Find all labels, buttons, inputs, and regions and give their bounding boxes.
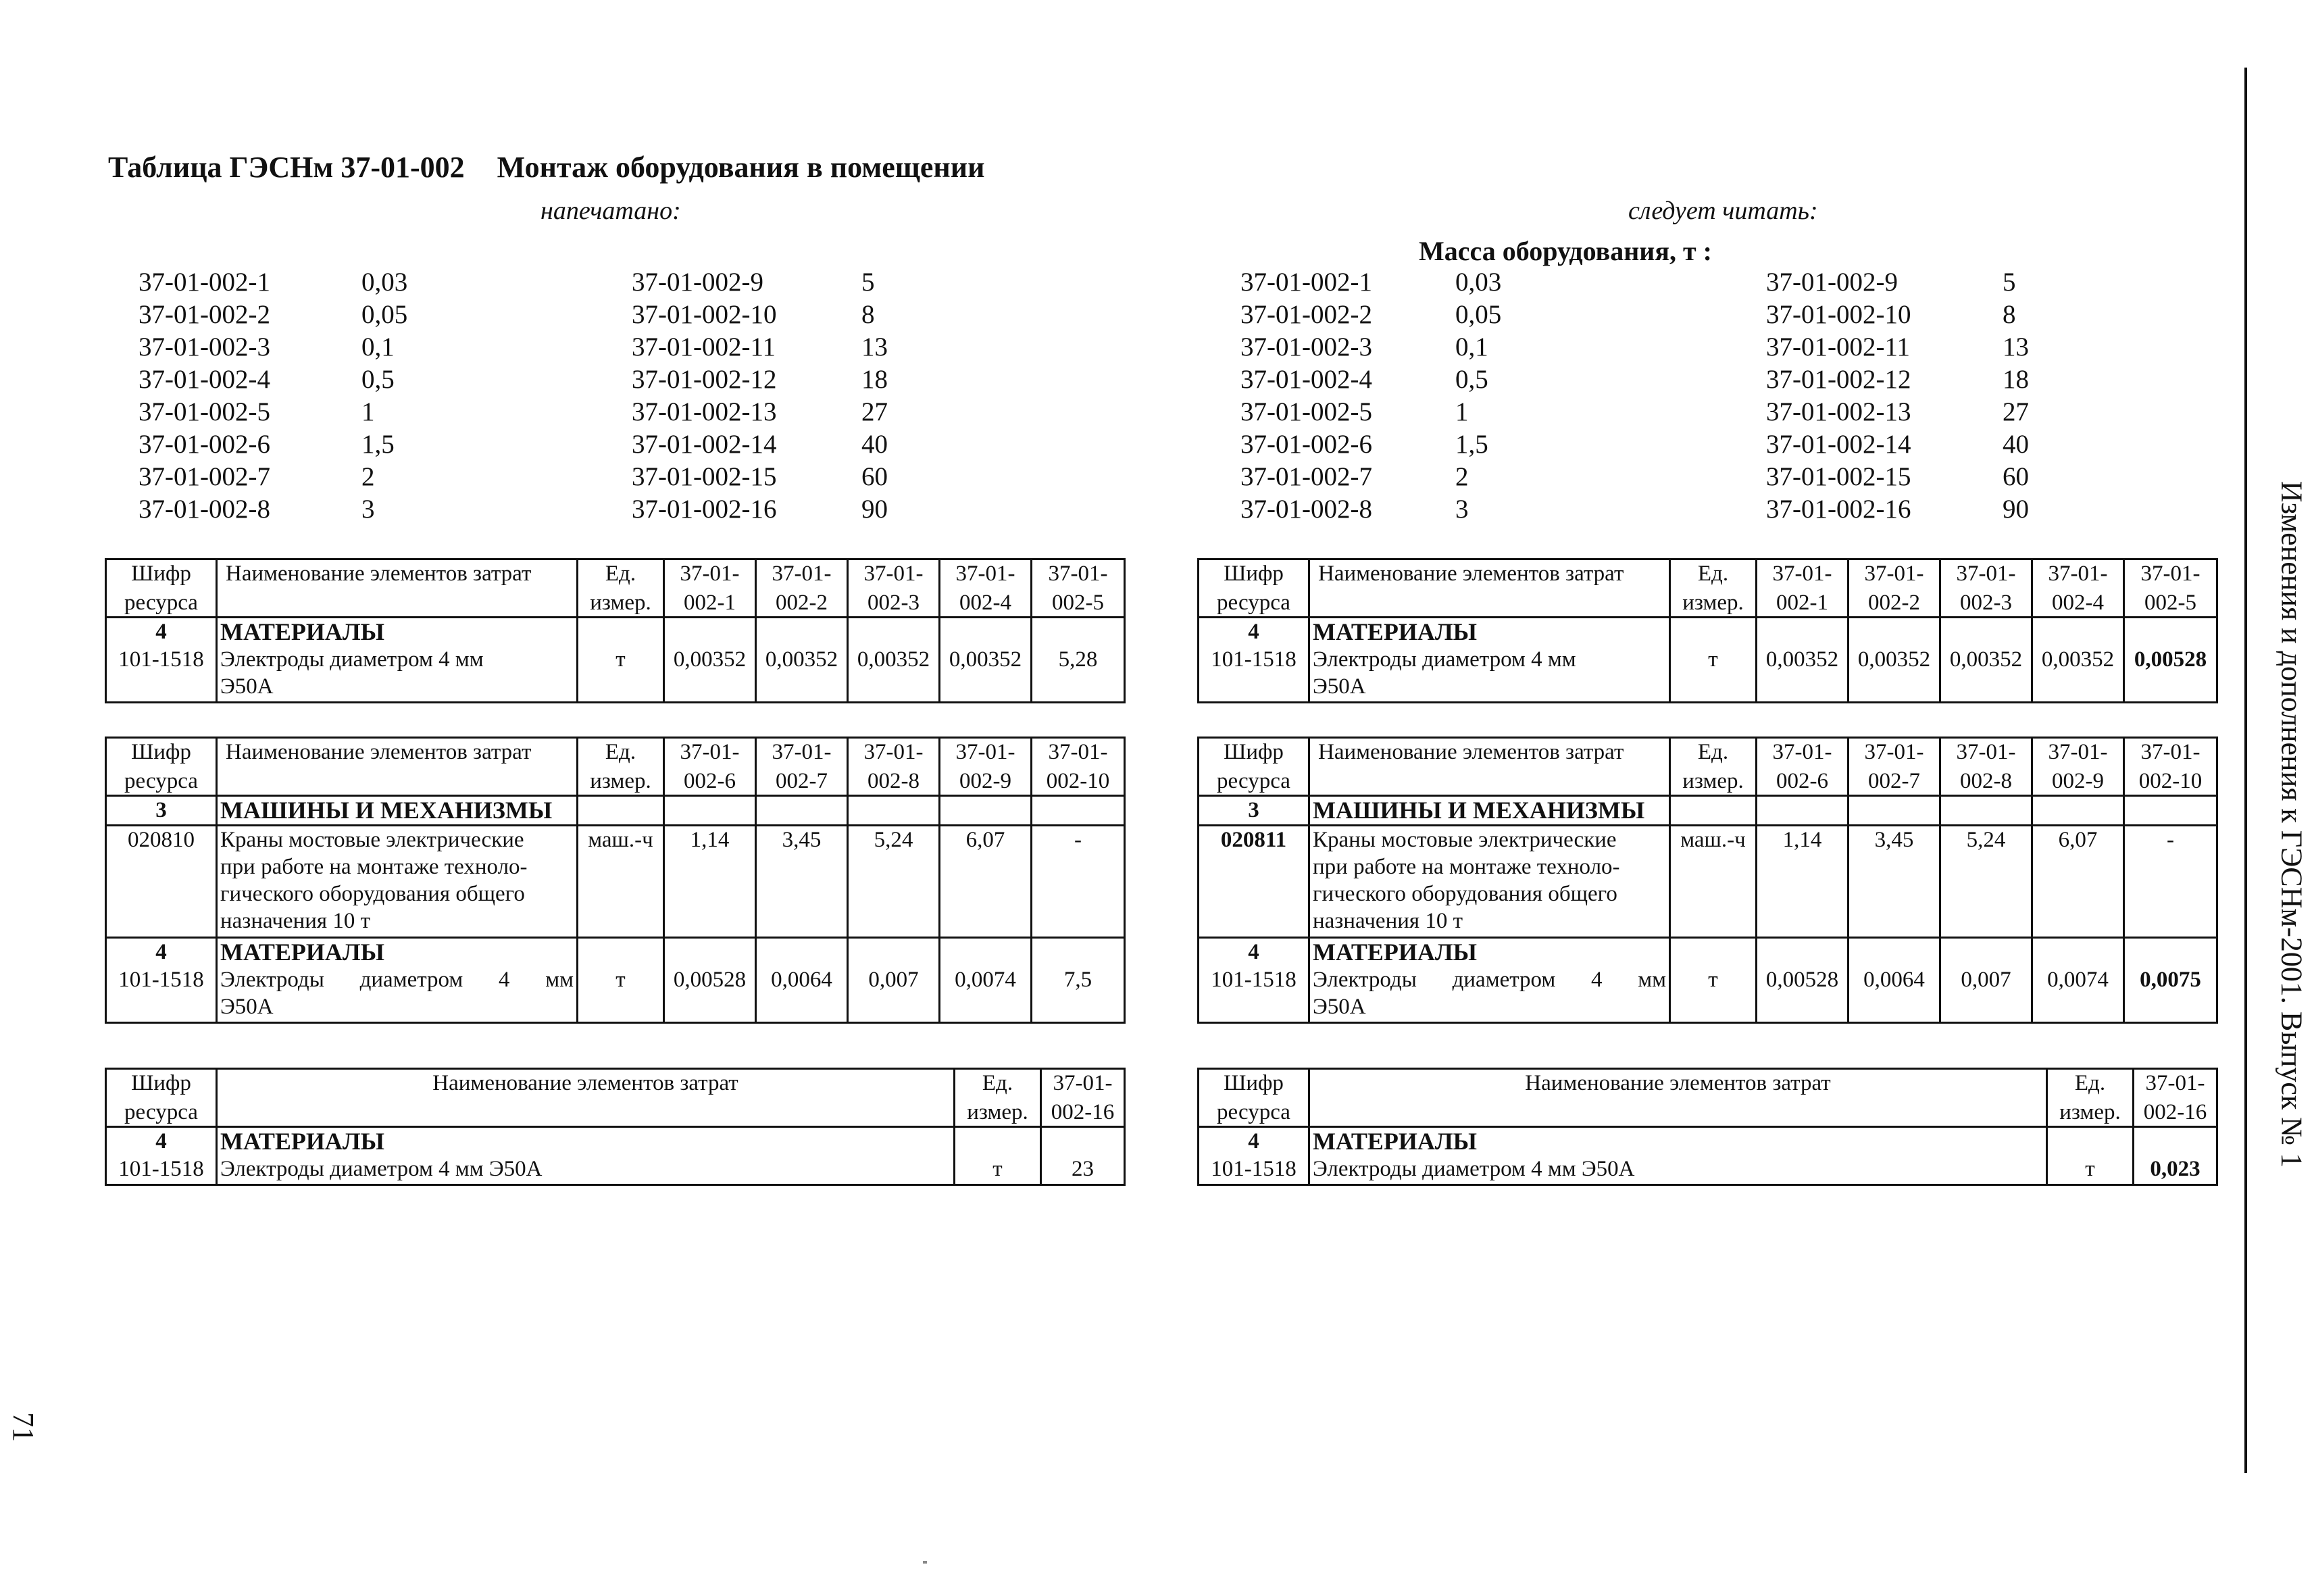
estimate-code: 37-01-002-14	[1766, 430, 1911, 459]
section-name: МАТЕРИАЛЫ	[217, 938, 578, 966]
col-header-2: 002-4	[940, 589, 1032, 618]
mass-value: 1	[1455, 397, 1469, 426]
value-cell: 1,14	[664, 826, 756, 938]
mass-value: 2	[1455, 462, 1469, 491]
col-unit-header: Ед.	[1670, 738, 1757, 768]
mass-title: Масса оборудования, т :	[1419, 236, 1712, 266]
corrected-table-3	[1197, 1068, 2218, 1186]
col-header: 37-01-	[2134, 1069, 2217, 1099]
estimate-code: 37-01-002-6	[139, 430, 270, 459]
col-header-2: 002-8	[848, 768, 940, 796]
col-header: 37-01-	[1848, 559, 1940, 589]
page-number: 71	[7, 1412, 40, 1442]
value-cell: 0,0074	[940, 966, 1032, 1023]
estimate-code: 37-01-002-2	[1240, 300, 1372, 329]
col-header-2: 002-8	[1940, 768, 2032, 796]
resource-name: Электроды диаметром 4 мм Э50А	[217, 1155, 955, 1185]
value-cell: -	[2124, 826, 2217, 938]
estimate-code: 37-01-002-1	[1240, 268, 1372, 297]
col-header-2: 002-2	[756, 589, 848, 618]
section-number: 4	[1199, 1127, 1309, 1155]
col-unit-header: Ед.	[1670, 559, 1757, 589]
estimate-code: 37-01-002-5	[139, 397, 270, 426]
resource-name: Электроды диаметром 4 мм Э50А	[1309, 646, 1670, 703]
col-header-2: 002-9	[2032, 768, 2124, 796]
resource-name: Электроды диаметром 4 мм Э50А	[1309, 966, 1670, 1023]
section-name: МАТЕРИАЛЫ	[1309, 938, 1670, 966]
col-unit-header-2: измер.	[1670, 589, 1757, 618]
mass-value: 8	[861, 300, 875, 329]
col-header: 37-01-	[1848, 738, 1940, 768]
estimate-code: 37-01-002-4	[139, 365, 270, 394]
estimate-code: 37-01-002-9	[632, 268, 763, 297]
estimate-code: 37-01-002-14	[632, 430, 777, 459]
col-code-header-2: ресурса	[106, 1099, 217, 1127]
mass-list-row	[139, 461, 997, 493]
estimate-code: 37-01-002-15	[632, 462, 777, 491]
mass-value: 1	[361, 397, 375, 426]
col-header-2: 002-7	[756, 768, 848, 796]
value-cell: 0,0064	[1848, 966, 1940, 1023]
mass-value: 0,03	[1455, 268, 1502, 297]
section-number: 4	[1199, 938, 1309, 966]
corrected-mass-list	[1240, 266, 2138, 526]
mass-value: 8	[2003, 300, 2016, 329]
col-unit-header: Ед.	[2047, 1069, 2134, 1099]
mass-value: 0,1	[1455, 332, 1488, 361]
section-name: МАТЕРИАЛЫ	[1309, 1127, 2047, 1155]
col-unit-header: Ед.	[955, 1069, 1041, 1099]
mass-list-row	[1240, 364, 2138, 396]
section-number: 4	[106, 1127, 217, 1155]
estimate-code: 37-01-002-8	[1240, 495, 1372, 524]
value-cell: 1,14	[1757, 826, 1848, 938]
col-header: 37-01-	[756, 738, 848, 768]
col-header: 37-01-	[1757, 738, 1848, 768]
col-code-header: Шифр	[1199, 738, 1309, 768]
col-name-header: Наименование элементов затрат	[1309, 1069, 2047, 1099]
section-name: МАТЕРИАЛЫ	[1309, 618, 1670, 646]
col-unit-header-2: измер.	[2047, 1099, 2134, 1127]
value-cell: 6,07	[2032, 826, 2124, 938]
value-cell: 5,28	[1032, 646, 1125, 703]
col-header-2: 002-2	[1848, 589, 1940, 618]
resource-code: 101-1518	[1199, 966, 1309, 1023]
col-header-2: 002-16	[2134, 1099, 2217, 1127]
value-cell: 23	[1041, 1155, 1125, 1185]
value-cell: 5,24	[848, 826, 940, 938]
col-header: 37-01-	[848, 559, 940, 589]
section-number: 4	[1199, 618, 1309, 646]
mass-value: 13	[2003, 332, 2029, 361]
col-header-2: 002-1	[1757, 589, 1848, 618]
resource-code-corrected: 020811	[1199, 826, 1309, 938]
value-cell-corrected: 0,0075	[2124, 966, 2217, 1023]
estimate-code: 37-01-002-1	[139, 268, 270, 297]
printed-table-1	[105, 558, 1126, 703]
col-header-2: 002-1	[664, 589, 756, 618]
estimate-code: 37-01-002-9	[1766, 268, 1898, 297]
resource-code: 101-1518	[106, 646, 217, 703]
mass-value: 27	[861, 397, 888, 426]
mass-value: 0,05	[361, 300, 408, 329]
col-header-2: 002-3	[848, 589, 940, 618]
corrected-table-1	[1197, 558, 2218, 703]
section-number: 3	[106, 796, 217, 826]
mass-list-row	[1240, 331, 2138, 364]
col-code-header-2: ресурса	[1199, 589, 1309, 618]
col-header-2: 002-5	[1032, 589, 1125, 618]
col-header: 37-01-	[848, 738, 940, 768]
mass-value: 0,5	[1455, 365, 1488, 394]
mass-list-row	[139, 266, 997, 299]
resource-code: 020810	[106, 826, 217, 938]
mass-list-row	[139, 493, 997, 526]
col-header: 37-01-	[940, 559, 1032, 589]
mass-value: 3	[361, 495, 375, 524]
value-cell-corrected: 0,00528	[2124, 646, 2217, 703]
col-unit-header-2: измер.	[578, 768, 664, 796]
col-code-header-2: ресурса	[1199, 768, 1309, 796]
resource-code: 101-1518	[106, 966, 217, 1023]
estimate-code: 37-01-002-2	[139, 300, 270, 329]
table-title-name: Монтаж оборудования в помещении	[497, 151, 985, 184]
col-code-header-2: ресурса	[1199, 1099, 1309, 1127]
col-header: 37-01-	[1940, 559, 2032, 589]
mass-value: 18	[2003, 365, 2029, 394]
estimate-code: 37-01-002-5	[1240, 397, 1372, 426]
mass-value: 1,5	[361, 430, 395, 459]
col-name-header: Наименование элементов затрат	[217, 1069, 955, 1099]
mass-value: 0,5	[361, 365, 395, 394]
estimate-code: 37-01-002-11	[1766, 332, 1911, 361]
value-cell: 0,00352	[1757, 646, 1848, 703]
col-header-2: 002-9	[940, 768, 1032, 796]
mass-value: 40	[861, 430, 888, 459]
mass-list-row	[1240, 493, 2138, 526]
value-cell: -	[1032, 826, 1125, 938]
col-header: 37-01-	[664, 738, 756, 768]
col-name-header: Наименование элементов затрат	[217, 559, 578, 589]
resource-unit: маш.-ч	[578, 826, 664, 938]
col-header-2: 002-6	[1757, 768, 1848, 796]
col-header: 37-01-	[664, 559, 756, 589]
col-header: 37-01-	[1940, 738, 2032, 768]
section-number: 3	[1199, 796, 1309, 826]
side-rule	[2244, 68, 2247, 1473]
printed-mass-list	[139, 266, 997, 526]
resource-unit: т	[1670, 966, 1757, 1023]
estimate-code: 37-01-002-8	[139, 495, 270, 524]
estimate-code: 37-01-002-3	[139, 332, 270, 361]
col-header-2: 002-3	[1940, 589, 2032, 618]
estimate-code: 37-01-002-10	[1766, 300, 1911, 329]
section-name: МАШИНЫ И МЕХАНИЗМЫ	[1309, 796, 1670, 826]
col-header-2: 002-6	[664, 768, 756, 796]
col-header-2: 002-7	[1848, 768, 1940, 796]
value-cell: 6,07	[940, 826, 1032, 938]
col-header-2: 002-5	[2124, 589, 2217, 618]
col-unit-header-2: измер.	[578, 589, 664, 618]
mass-list-row	[139, 396, 997, 428]
resource-code: 101-1518	[106, 1155, 217, 1185]
col-header: 37-01-	[2124, 559, 2217, 589]
col-code-header-2: ресурса	[106, 768, 217, 796]
value-cell: 0,00352	[756, 646, 848, 703]
estimate-code: 37-01-002-15	[1766, 462, 1911, 491]
section-number: 4	[106, 618, 217, 646]
mass-value: 3	[1455, 495, 1469, 524]
section-name: МАТЕРИАЛЫ	[217, 618, 578, 646]
col-name-header: Наименование элементов затрат	[1309, 738, 1670, 768]
estimate-code: 37-01-002-16	[632, 495, 777, 524]
col-unit-header-2: измер.	[1670, 768, 1757, 796]
corrected-table-2	[1197, 737, 2218, 1024]
estimate-code: 37-01-002-7	[139, 462, 270, 491]
mass-value: 2	[361, 462, 375, 491]
value-cell: 0,007	[848, 966, 940, 1023]
value-cell: 0,00352	[940, 646, 1032, 703]
col-unit-header-2: измер.	[955, 1099, 1041, 1127]
col-header-2: 002-10	[2124, 768, 2217, 796]
resource-name: Электроды диаметром 4 мм Э50А	[217, 646, 578, 703]
col-code-header: Шифр	[1199, 559, 1309, 589]
col-header-2: 002-4	[2032, 589, 2124, 618]
mass-value: 60	[861, 462, 888, 491]
mass-value: 5	[861, 268, 875, 297]
resource-unit: маш.-ч	[1670, 826, 1757, 938]
value-cell: 0,00352	[664, 646, 756, 703]
mass-value: 18	[861, 365, 888, 394]
col-header: 37-01-	[1032, 559, 1125, 589]
estimate-code: 37-01-002-16	[1766, 495, 1911, 524]
mass-value: 90	[2003, 495, 2029, 524]
estimate-code: 37-01-002-4	[1240, 365, 1372, 394]
value-cell: 0,00528	[664, 966, 756, 1023]
mass-value: 60	[2003, 462, 2029, 491]
col-code-header: Шифр	[106, 738, 217, 768]
mass-value: 90	[861, 495, 888, 524]
mass-list-row	[139, 331, 997, 364]
table-title-code: Таблица ГЭСНм 37-01-002	[108, 151, 465, 184]
printed-table-3	[105, 1068, 1126, 1186]
mass-list-row	[1240, 428, 2138, 461]
mass-value: 0,05	[1455, 300, 1502, 329]
col-code-header: Шифр	[106, 559, 217, 589]
col-header: 37-01-	[940, 738, 1032, 768]
col-header: 37-01-	[1041, 1069, 1125, 1099]
section-name: МАШИНЫ И МЕХАНИЗМЫ	[217, 796, 578, 826]
col-header-2: 002-10	[1032, 768, 1125, 796]
mass-list-row	[1240, 461, 2138, 493]
col-header: 37-01-	[1032, 738, 1125, 768]
mass-value: 5	[2003, 268, 2016, 297]
estimate-code: 37-01-002-11	[632, 332, 776, 361]
mass-list-row	[1240, 266, 2138, 299]
value-cell-corrected: 0,023	[2134, 1155, 2217, 1185]
col-name-header: Наименование элементов затрат	[1309, 559, 1670, 589]
mass-list-row	[1240, 299, 2138, 331]
value-cell: 0,00352	[1940, 646, 2032, 703]
resource-code: 101-1518	[1199, 646, 1309, 703]
col-header: 37-01-	[756, 559, 848, 589]
value-cell: 0,0064	[756, 966, 848, 1023]
value-cell: 5,24	[1940, 826, 2032, 938]
col-unit-header: Ед.	[578, 559, 664, 589]
mass-list-row	[139, 428, 997, 461]
estimate-code: 37-01-002-10	[632, 300, 777, 329]
col-name-header: Наименование элементов затрат	[217, 738, 578, 768]
table-title	[108, 150, 985, 184]
mass-list-row	[1240, 396, 2138, 428]
should-read-label: следует читать:	[1628, 197, 1818, 225]
resource-name: Электроды диаметром 4 мм Э50А	[217, 966, 578, 1023]
mass-value: 0,1	[361, 332, 395, 361]
estimate-code: 37-01-002-6	[1240, 430, 1372, 459]
col-header-2: 002-16	[1041, 1099, 1125, 1127]
section-number: 4	[106, 938, 217, 966]
mass-value: 27	[2003, 397, 2029, 426]
value-cell: 0,00352	[1848, 646, 1940, 703]
col-code-header-2: ресурса	[106, 589, 217, 618]
value-cell: 7,5	[1032, 966, 1125, 1023]
value-cell: 3,45	[756, 826, 848, 938]
section-name: МАТЕРИАЛЫ	[217, 1127, 955, 1155]
mass-list-row	[139, 364, 997, 396]
col-header: 37-01-	[2032, 738, 2124, 768]
estimate-code: 37-01-002-7	[1240, 462, 1372, 491]
mass-value: 1,5	[1455, 430, 1488, 459]
value-cell: 3,45	[1848, 826, 1940, 938]
scan-speck	[923, 1561, 927, 1564]
resource-name: Электроды диаметром 4 мм Э50А	[1309, 1155, 2047, 1185]
resource-unit: т	[578, 646, 664, 703]
value-cell: 0,00528	[1757, 966, 1848, 1023]
resource-name: Краны мостовые электрические при работе на монтаже техноло- гического оборудования общего назначения 10 т	[1309, 826, 1670, 938]
resource-name: Краны мостовые электрические при работе на монтаже техноло- гического оборудования общего назначения 10 т	[217, 826, 578, 938]
printed-label: напечатано:	[540, 197, 681, 225]
mass-value: 0,03	[361, 268, 408, 297]
resource-code: 101-1518	[1199, 1155, 1309, 1185]
col-unit-header: Ед.	[578, 738, 664, 768]
estimate-code: 37-01-002-13	[1766, 397, 1911, 426]
value-cell: 0,0074	[2032, 966, 2124, 1023]
mass-list-row	[139, 299, 997, 331]
mass-value: 13	[861, 332, 888, 361]
resource-unit: т	[955, 1155, 1041, 1185]
col-code-header: Шифр	[1199, 1069, 1309, 1099]
col-header: 37-01-	[2124, 738, 2217, 768]
resource-unit: т	[1670, 646, 1757, 703]
resource-unit: т	[578, 966, 664, 1023]
col-code-header: Шифр	[106, 1069, 217, 1099]
estimate-code: 37-01-002-12	[1766, 365, 1911, 394]
mass-value: 40	[2003, 430, 2029, 459]
resource-unit: т	[2047, 1155, 2134, 1185]
estimate-code: 37-01-002-3	[1240, 332, 1372, 361]
side-caption: Изменения и дополнения к ГЭСНм-2001. Выпуск № 1	[2275, 480, 2309, 1168]
estimate-code: 37-01-002-12	[632, 365, 777, 394]
printed-table-2	[105, 737, 1126, 1024]
value-cell: 0,00352	[2032, 646, 2124, 703]
value-cell: 0,007	[1940, 966, 2032, 1023]
value-cell: 0,00352	[848, 646, 940, 703]
col-header: 37-01-	[1757, 559, 1848, 589]
col-header: 37-01-	[2032, 559, 2124, 589]
estimate-code: 37-01-002-13	[632, 397, 777, 426]
